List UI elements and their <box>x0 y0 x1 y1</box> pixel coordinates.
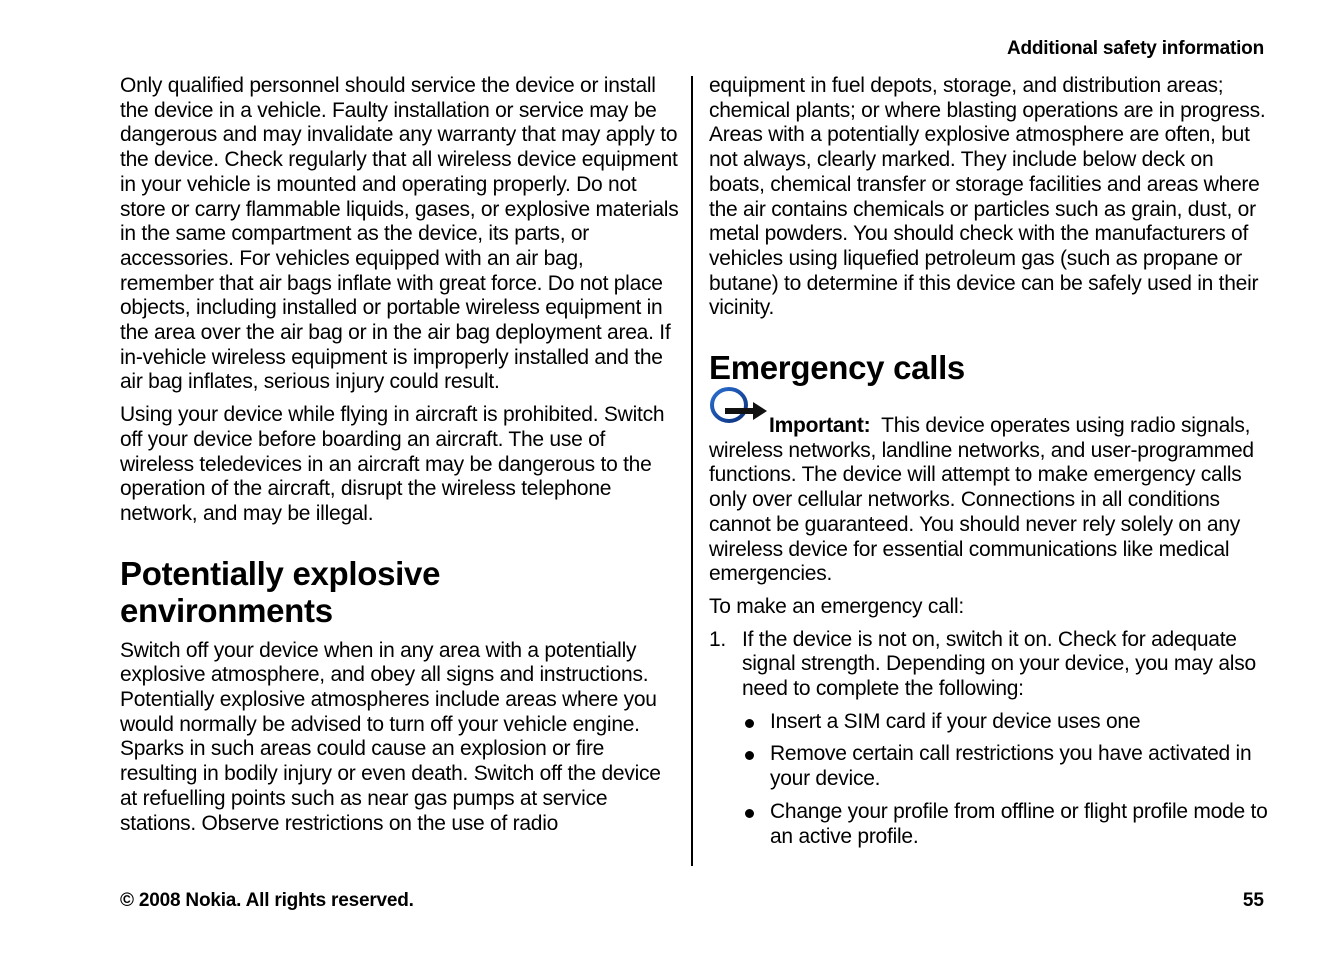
emergency-call-intro: To make an emergency call: <box>709 594 964 618</box>
sub-item-text: Remove certain call restrictions you have activated in your device. <box>770 742 1252 791</box>
step-text: If the device is not on, switch it on. Check for adequate signal strength. Depending on your device, you may also need to complete the following: <box>742 627 1256 701</box>
bullet-icon <box>745 809 754 818</box>
left-column <box>120 74 680 844</box>
copyright-notice: © 2008 Nokia. All rights reserved. <box>120 890 414 911</box>
step-sub-list <box>742 710 1269 850</box>
step-item <box>709 628 1269 850</box>
page-number: 55 <box>1242 890 1264 911</box>
column-divider <box>691 76 693 866</box>
vehicle-installation-paragraph: Only qualified personnel should service the device or install the device in a vehicle. Faulty installation or service may be dangerous and may invalidate any warranty that may apply to the device. Check regularly that all wireless device equipment in your vehicle is mounted and operating properly. Do not store or carry flammable liquids, gases, or explosive materials in the same compartment as the device, its parts, or accessories. For vehicles equipped with an air bag, remember that air bags inflate with great force. Do not place objects, including installed or portable wireless equipment in the area over the air bag or in the air bag deployment area. If in-vehicle wireless equipment is improperly installed and the air bag inflates, serious injury could result. <box>120 74 679 394</box>
sub-item-text: Insert a SIM card if your device uses one <box>770 709 1141 733</box>
important-text: This device operates using radio signals, wireless networks, landline networks, and user-programmed functions. The device will attempt to make emergency calls only over cellular networks. Connections in all conditions cannot be guaranteed. You should never rely solely on any wireless device for essential communications like medical emergencies. <box>709 414 1254 586</box>
emergency-calls-heading: Emergency calls <box>709 349 965 387</box>
important-label: Important: <box>769 414 871 438</box>
explosive-environments-paragraph: Switch off your device when in any area with a potentially explosive atmosphere, and obey all signs and instructions. Potentially explosive atmospheres include areas where you would normally be advised to turn off your vehicle engine. Sparks in such areas could cause an explosion or fire resulting in bodily injury or even death. Switch off the device at refuelling points such as near gas pumps at service stations. Observe restrictions on the use of radio <box>120 638 661 835</box>
emergency-steps-list <box>709 628 1269 850</box>
aircraft-paragraph: Using your device while flying in aircraft is prohibited. Switch off your device before boarding an aircraft. The use of wireless teledevices in an aircraft may be dangerous to the operation of the aircraft, disrupt the wireless telephone network, and may be illegal. <box>120 403 665 525</box>
sub-list-item <box>742 710 1269 735</box>
step-number: 1. <box>709 627 727 651</box>
right-column <box>709 74 1269 857</box>
bullet-icon <box>745 719 754 728</box>
important-note-icon <box>709 396 767 436</box>
sub-item-text: Change your profile from offline or flight profile mode to an active profile. <box>770 799 1268 848</box>
sub-list-item <box>742 742 1269 791</box>
explosive-environments-heading: Potentially explosive environments <box>120 554 441 629</box>
fuel-depots-paragraph: equipment in fuel depots, storage, and distribution areas; chemical plants; or where blasting operations are in progress. Areas with a potentially explosive atmosphere are often, but not always, clearly marked. They include below deck on boats, chemical transfer or storage facilities and areas where the air contains chemicals or particles such as grain, dust, or metal powders. You should check with the manufacturers of vehicles using liquefied petroleum gas (such as propane or butane) to determine if this device can be safely used in their vicinity. <box>709 74 1266 320</box>
important-note <box>709 396 1269 587</box>
bullet-icon <box>745 751 754 760</box>
running-header: Additional safety information <box>1006 38 1264 59</box>
sub-list-item <box>742 800 1269 849</box>
